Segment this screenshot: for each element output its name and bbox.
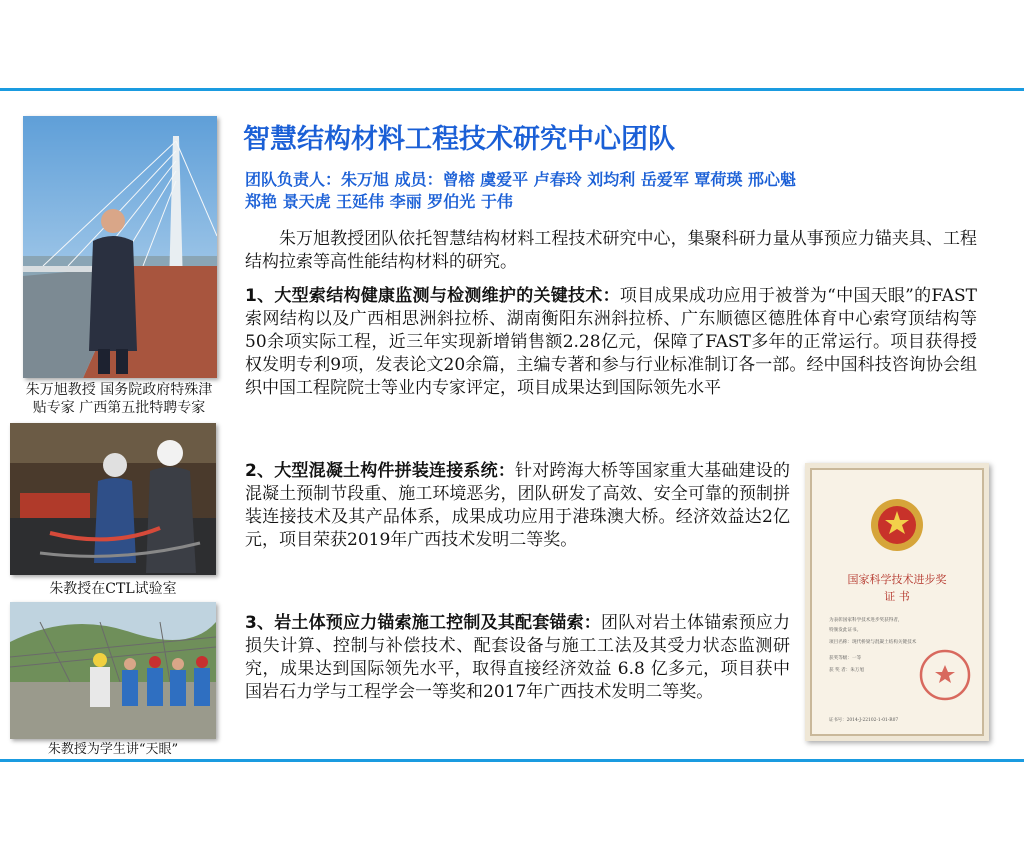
section-1-body: 项目成果成功应用于被誉为“中国天眼”的FAST索网结构以及广西相思洲斜拉桥、湖南衡阳东洲斜拉桥、广东顺德区德胜体育中心索穹顶结构等50余项实际工程，近三年实现新增销售额2.28亿元，保障了FAST多年的正常运行。项目获得授权发明专利9项，发表论文20余篇，主编专著和参与行业标准制订各一部。经中国科技咨询协会组织中国工程院院士等业内专家评定，项目成果达到国际领先水平 [245,286,977,398]
section-3-heading: 3、岩土体预应力锚索施工控制及其配套锚索： [245,613,602,633]
fast-site-caption: 朱教授为学生讲“天眼” [47,742,179,757]
portrait-caption-line2: 贴专家 广西第五批特聘专家 [32,400,206,416]
award-certificate [805,463,989,741]
portrait-caption-line1: 朱万旭教授 国务院政府特殊津 [25,382,213,398]
portrait-bridge-photo [23,116,217,378]
page-title: 智慧结构材料工程技术研究中心团队 [243,124,675,155]
intro-paragraph: 朱万旭教授团队依托智慧结构材料工程技术研究中心，集聚科研力量从事预应力锚夹具、工程结构拉索等高性能结构材料的研究。 [245,229,977,272]
team-members-line2: 郑艳 景天虎 王延伟 李丽 罗伯光 于伟 [245,192,513,211]
section-1-heading: 1、大型索结构健康监测与检测维护的关键技术： [245,286,620,306]
team-members-line1: 团队负责人：朱万旭 成员：曾榕 虞爱平 卢春玲 刘均利 岳爱军 覃荷瑛 邢心魁 [245,170,796,189]
cert-number: 证书号：2014-J-22102-1-01-R07 [829,718,899,723]
lab-photo [10,423,216,575]
bottom-rule [0,759,1024,762]
cert-line2: 特颁发此证书。 [829,628,862,633]
cert-line5: 获 奖 者：朱万旭 [829,668,865,673]
section-2-heading: 2、大型混凝土构件拼装连接系统： [245,461,516,481]
section-3 [245,612,790,704]
section-2 [245,460,790,552]
top-rule [0,88,1024,91]
cert-doc-title: 证 书 [884,590,910,603]
team-members [245,169,985,213]
cert-award-title: 国家科学技术进步奖 [847,573,947,586]
national-emblem-icon [871,499,923,551]
cert-line4: 获奖等级：一等 [829,656,862,661]
section-1 [245,285,977,400]
lab-caption: 朱教授在CTL试验室 [49,581,177,597]
cert-line1: 为表彰国家科学技术进步奖获得者， [829,618,903,623]
section-2-body: 针对跨海大桥等国家重大基础建设的混凝土预制节段重、施工环境恶劣，团队研发了高效、安全可靠的预制拼装连接技术及其产品体系，成果成功应用于港珠澳大桥。经济效益达2亿元，项目荣获2019年广西技术发明二等奖。 [245,461,791,550]
portrait-caption [8,381,230,417]
fast-site-photo [10,602,216,739]
section-3-body: 团队对岩土体锚索预应力损失计算、控制与补偿技术、配套设备与施工工法及其受力状态监测研究，成果达到国际领先水平，取得直接经济效益 6.8 亿多元，项目获中国岩石力学与工程学会一等奖和2017年广西技术发明二等奖。 [245,613,791,702]
cert-line3: 项目名称：现代桥梁与混凝土结构关键技术 [829,640,917,645]
